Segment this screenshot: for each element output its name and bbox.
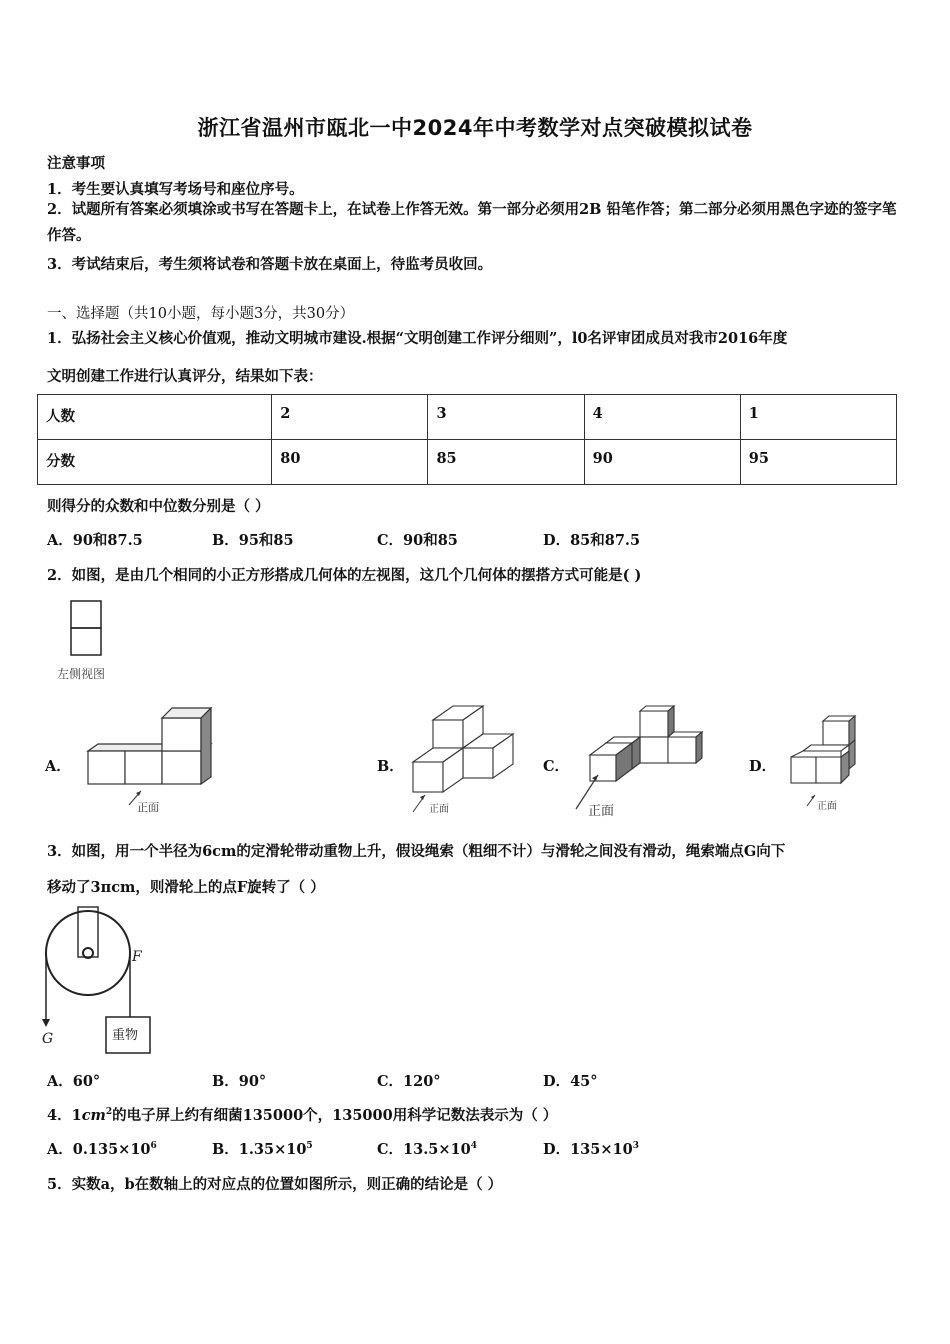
q3-option-b: B．90° xyxy=(212,1073,267,1090)
q2-stem: 2．如图，是由几个相同的小正方形搭成几何体的左视图，这几个几何体的摆搭方式可能是( ) xyxy=(47,567,642,584)
option-letter: D． xyxy=(543,1141,571,1158)
label-f: F xyxy=(132,949,142,965)
q5-stem: 5．实数a，b在数轴上的对应点的位置如图所示，则正确的结论是（ ） xyxy=(47,1176,503,1193)
q3-option-a: A．60° xyxy=(47,1073,101,1090)
q1-option-c: C．90和85 xyxy=(377,532,458,549)
q1-stem-line1: 1．弘扬社会主义核心价值观，推动文明城市建设.根据“文明创建工作评分细则”，l0名评审团成员对我市2016年度 xyxy=(47,330,788,347)
left-view-figure xyxy=(55,598,135,684)
option-base: 0.135×10 xyxy=(72,1141,151,1158)
q3-stem-line1: 3．如图，用一个半径为6cm的定滑轮带动重物上升，假设绳索（粗细不计）与滑轮之间没有滑动，绳索端点G向下 xyxy=(47,843,786,860)
option-letter: B． xyxy=(212,1141,239,1158)
q1-option-b: B．95和85 xyxy=(212,532,294,549)
q4-stem-unit: cm xyxy=(81,1107,106,1124)
q2-option-d-label: D． xyxy=(749,758,777,775)
front-label-b: 正面 xyxy=(429,804,449,815)
notice-item-3: 3．考试结束后，考生须将试卷和答题卡放在桌面上，待监考员收回。 xyxy=(47,256,493,273)
table-cell: 3 xyxy=(428,395,584,440)
notice-item-2: 2．试题所有答案必须填涂或书写在答题卡上，在试卷上作答无效。第一部分必须用2B 铅笔作答；第二部分必须用黑色字迹的签字笔作答。 xyxy=(47,201,897,244)
table-cell: 80 xyxy=(272,440,428,485)
table-cell: 1 xyxy=(740,395,896,440)
front-label-a: 正面 xyxy=(137,801,159,814)
table-row xyxy=(38,440,897,485)
q3-option-d: D．45° xyxy=(543,1073,598,1090)
option-base: 135×10 xyxy=(570,1141,633,1158)
table-cell: 2 xyxy=(272,395,428,440)
q4-option-c xyxy=(377,1138,477,1159)
q1-question: 则得分的众数和中位数分别是（ ） xyxy=(47,498,270,515)
q2-option-d-figure xyxy=(785,713,875,818)
notice-item-1: 1．考生要认真填写考场号和座位序号。 xyxy=(47,181,304,198)
q4-option-d xyxy=(543,1138,639,1159)
q2-option-c-label: C． xyxy=(543,758,570,775)
q4-stem-pre: 4．1 xyxy=(47,1107,82,1124)
label-g: G xyxy=(42,1031,54,1047)
table-cell: 人数 xyxy=(38,395,272,440)
q1-option-a: A．90和87.5 xyxy=(47,532,143,549)
pulley-figure xyxy=(40,905,155,1057)
option-base: 1.35×10 xyxy=(238,1141,307,1158)
q4-stem-unit-exp: 2 xyxy=(105,1107,113,1118)
q4-option-a xyxy=(47,1138,157,1159)
option-exp: 3 xyxy=(632,1141,639,1152)
table-cell: 90 xyxy=(584,440,740,485)
q3-stem-line2: 移动了3πcm，则滑轮上的点F旋转了（ ） xyxy=(47,879,325,896)
table-cell: 4 xyxy=(584,395,740,440)
q2-option-c-figure xyxy=(570,703,705,821)
table-cell: 95 xyxy=(740,440,896,485)
left-view-label: 左侧视图 xyxy=(57,667,106,681)
q3-option-c: C．120° xyxy=(377,1073,441,1090)
option-letter: C． xyxy=(377,1141,404,1158)
front-label-c: 正面 xyxy=(588,804,615,819)
q2-option-b-figure xyxy=(405,700,525,820)
weight-label: 重物 xyxy=(112,1028,139,1043)
table-row xyxy=(38,395,897,440)
notice-heading: 注意事项 xyxy=(47,155,105,172)
table-cell: 85 xyxy=(428,440,584,485)
q1-option-d: D．85和87.5 xyxy=(543,532,641,549)
q4-stem-post: 的电子屏上约有细菌135000个，135000用科学记数法表示为（ ） xyxy=(112,1107,558,1124)
option-base: 13.5×10 xyxy=(403,1141,471,1158)
option-exp: 6 xyxy=(150,1141,157,1152)
q1-stem-line2: 文明创建工作进行认真评分，结果如下表： xyxy=(47,368,323,385)
table-cell: 分数 xyxy=(38,440,272,485)
score-table xyxy=(37,394,897,485)
option-exp: 5 xyxy=(306,1141,313,1152)
option-exp: 4 xyxy=(470,1141,477,1152)
page-title: 浙江省温州市瓯北一中2024年中考数学对点突破模拟试卷 xyxy=(197,116,753,140)
q4-stem xyxy=(47,1104,557,1125)
q2-option-a-figure xyxy=(85,705,220,815)
q4-option-b xyxy=(212,1138,313,1159)
q2-option-a-label: A． xyxy=(45,758,71,775)
front-label-d: 正面 xyxy=(817,801,837,812)
q2-option-b-label: B． xyxy=(377,758,404,775)
option-letter: A． xyxy=(47,1141,73,1158)
section-heading: 一、选择题（共10小题，每小题3分，共30分） xyxy=(47,306,355,322)
